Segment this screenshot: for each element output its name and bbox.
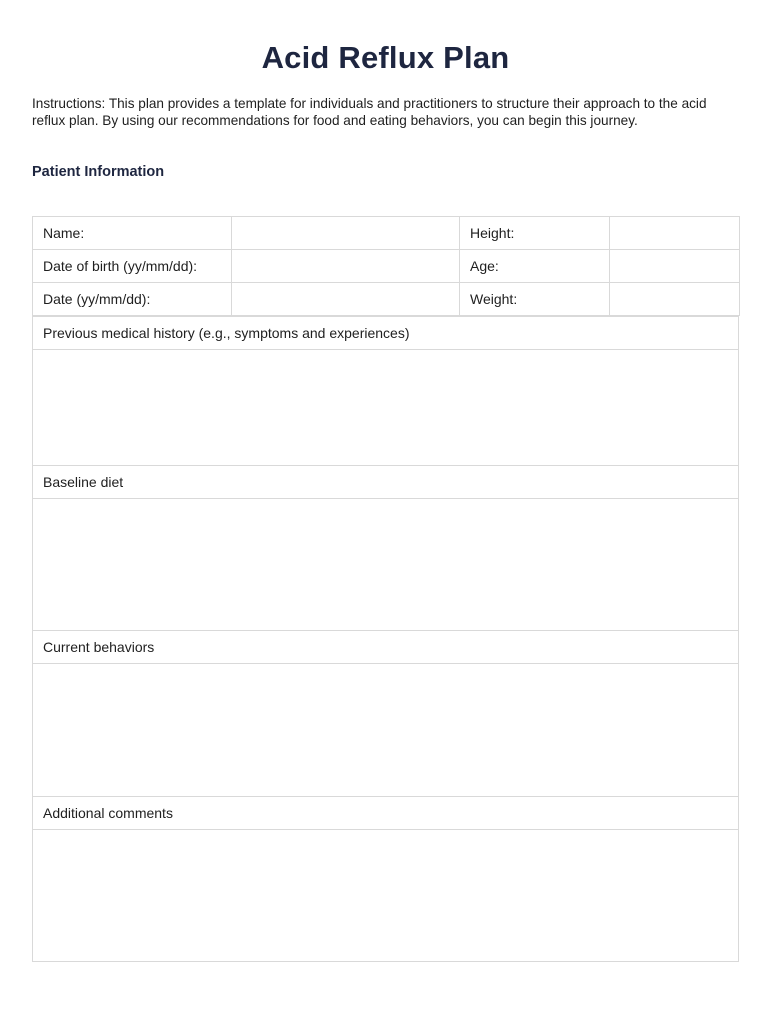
additional-comments-label: Additional comments — [33, 797, 739, 830]
height-field[interactable] — [610, 217, 740, 250]
table-row — [33, 466, 739, 499]
baseline-diet-table — [32, 465, 739, 631]
baseline-diet-label: Baseline diet — [33, 466, 739, 499]
table-row — [33, 317, 739, 350]
patient-info-table — [32, 216, 740, 316]
patient-information-heading: Patient Information — [32, 164, 165, 180]
table-row — [33, 631, 739, 664]
table-row — [33, 217, 740, 250]
table-row — [33, 664, 739, 797]
weight-label: Weight: — [460, 283, 610, 316]
date-label: Date (yy/mm/dd): — [33, 283, 232, 316]
table-row — [33, 283, 740, 316]
table-row — [33, 499, 739, 631]
current-behaviors-label: Current behaviors — [33, 631, 739, 664]
height-label: Height: — [460, 217, 610, 250]
baseline-diet-field[interactable] — [33, 499, 739, 631]
table-row — [33, 830, 739, 962]
medical-history-table — [32, 316, 739, 466]
additional-comments-field[interactable] — [33, 830, 739, 962]
current-behaviors-table — [32, 630, 739, 797]
weight-field[interactable] — [610, 283, 740, 316]
page-title: Acid Reflux Plan — [261, 40, 510, 75]
medical-history-field[interactable] — [33, 350, 739, 466]
table-row — [33, 797, 739, 830]
current-behaviors-field[interactable] — [33, 664, 739, 797]
date-field[interactable] — [232, 283, 460, 316]
instructions-text: Instructions: This plan provides a template for individuals and practitioners to structure their approach to the acid reflux plan. By using our recommendations for food and eating behaviors, you can begin this journey. — [32, 96, 707, 128]
name-label: Name: — [33, 217, 232, 250]
table-row — [33, 350, 739, 466]
dob-field[interactable] — [232, 250, 460, 283]
medical-history-label: Previous medical history (e.g., symptoms and experiences) — [33, 317, 739, 350]
age-field[interactable] — [610, 250, 740, 283]
dob-label: Date of birth (yy/mm/dd): — [33, 250, 232, 283]
table-row — [33, 250, 740, 283]
additional-comments-table — [32, 796, 739, 962]
name-field[interactable] — [232, 217, 460, 250]
age-label: Age: — [460, 250, 610, 283]
